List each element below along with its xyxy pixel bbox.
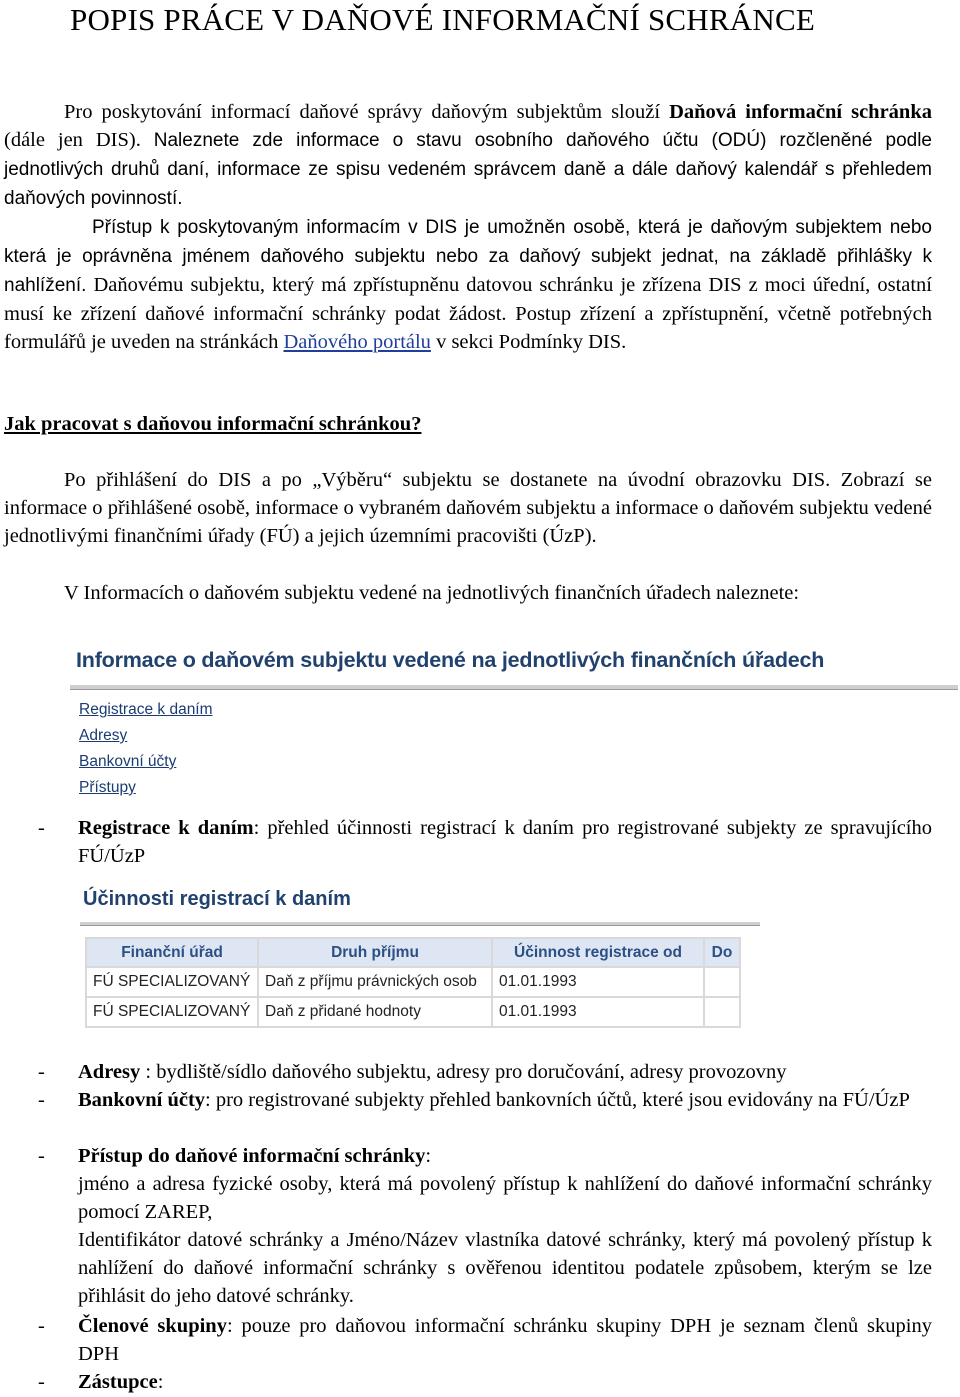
col-header: Druh příjmu xyxy=(259,939,491,966)
list-item-registrace xyxy=(38,814,932,870)
item-text: : pro registrované subjekty přehled bankovních účtů, které jsou evidovány na FÚ/ÚzP xyxy=(205,1089,910,1111)
access-text-2: Daňovému subjektu, který má zpřístupněnu datovou schránku je zřízena DIS z moci úřední, ostatní musí ke zřízení daňové informační schránky podat žádost. Postup zřízení a zpřístupnění, včetně potřebných formulářů je uveden na stránkách xyxy=(4,274,932,353)
item-colon: : xyxy=(425,1145,432,1167)
login-text: Po přihlášení do DIS a po „Výběru“ subjektu se dostanete na úvodní obrazovku DIS. Zobrazí se informace o přihlášené osobě, informace o vybraném daňovém subjektu a informace o daňovém subjektu vedené jednotlivými finančními úřady (FÚ) a jejich územními pracovišti (ÚzP). xyxy=(4,469,932,547)
link-pristupy[interactable]: Přístupy xyxy=(79,779,136,796)
item-text: : přehled účinnosti registrací k daním pro registrované subjekty ze spravujícího FÚ/ÚzP xyxy=(78,817,933,867)
section-heading-text: Jak pracovat s daňovou informační schránkou? xyxy=(4,413,422,435)
item-text: : xyxy=(157,1371,164,1393)
intro-text-1: Pro poskytování informací daňové správy daňovým subjektům slouží xyxy=(64,101,670,123)
title-divider xyxy=(70,685,958,690)
table-cell: Daň z přidané hodnoty xyxy=(259,998,491,1026)
list-item-clenove-skupiny xyxy=(38,1312,932,1368)
list-dash: - xyxy=(38,1089,45,1111)
col-header: Účinnost registrace od xyxy=(493,939,703,966)
table-header-row xyxy=(87,939,739,966)
screenshot-title: Účinnosti registrací k daním xyxy=(83,888,351,910)
list-dash: - xyxy=(38,1371,45,1393)
item-label: Bankovní účty xyxy=(78,1089,206,1111)
item-label: Zástupce xyxy=(78,1371,158,1393)
list-item-zastupce xyxy=(38,1368,932,1396)
intro-text-3: Naleznete zde informace o stavu osobního daňového účtu (ODÚ) rozčleněné podle jednotlivých druhů daní, informace ze spisu vedeném správcem daně a dále daňový kalendář s přehledem daňových povinností. xyxy=(4,130,932,209)
table-row xyxy=(87,998,739,1026)
intro-paragraph xyxy=(4,98,932,213)
link-adresy[interactable]: Adresy xyxy=(79,727,128,744)
access-text-1: Přístup k poskytovaným informacím v DIS je umožněn osobě, která je daňovým subjektem nebo která je oprávněna jménem daňového subjektu nebo za daňový subjekt jednat, na základě přihlášky k nahlížení. xyxy=(4,217,932,296)
registration-table-screenshot xyxy=(80,880,760,1035)
list-dash: - xyxy=(38,1061,45,1083)
page-title: POPIS PRÁCE V DAŇOVÉ INFORMAČNÍ SCHRÁNCE xyxy=(70,2,815,37)
table-cell: 01.01.1993 xyxy=(493,968,703,996)
title-divider xyxy=(80,922,760,926)
dis-term: Daňová informační schránka xyxy=(669,101,932,123)
table-cell: FÚ SPECIALIZOVANÝ xyxy=(87,968,257,996)
list-item-bankovni-ucty xyxy=(38,1086,932,1114)
list-item-pristup xyxy=(38,1142,932,1310)
tax-portal-link[interactable]: Daňového portálu xyxy=(283,331,431,353)
screenshot-title: Informace o daňovém subjektu vedené na jednotlivých finančních úřadech xyxy=(76,648,825,672)
col-header: Do xyxy=(705,939,739,966)
item-text: jméno a adresa fyzické osoby, která má povolený přístup k nahlížení do daňové informační schránky pomocí ZAREP, xyxy=(78,1173,932,1223)
col-header: Finanční úřad xyxy=(87,939,257,966)
intro-text-2: (dále jen DIS). xyxy=(4,129,154,151)
list-dash: - xyxy=(38,1145,45,1167)
table-cell xyxy=(705,968,739,996)
item-text: Identifikátor datové schránky a Jméno/Název vlastníka datové schránky, který má povolený přístup k nahlížení do daňové informační schránky s ověřenou identitou podatele způsobem, kterým se lze přihlásit do jeho datové schránky. xyxy=(78,1229,932,1307)
access-text-3: v sekci Podmínky DIS. xyxy=(430,331,627,353)
registration-table xyxy=(85,937,741,1028)
table-cell: Daň z příjmu právnických osob xyxy=(259,968,491,996)
tax-subject-info-screenshot xyxy=(70,644,960,806)
link-registrace[interactable]: Registrace k daním xyxy=(79,701,213,718)
list-dash: - xyxy=(38,817,45,839)
table-cell: 01.01.1993 xyxy=(493,998,703,1026)
item-label: Členové skupiny xyxy=(78,1315,227,1337)
item-text: : bydliště/sídlo daňového subjektu, adresy pro doručování, adresy provozovny xyxy=(140,1061,787,1083)
section-heading xyxy=(4,410,932,438)
item-label: Registrace k daním xyxy=(78,817,254,839)
login-paragraph xyxy=(4,466,932,550)
table-cell: FÚ SPECIALIZOVANÝ xyxy=(87,998,257,1026)
link-bankovni-ucty[interactable]: Bankovní účty xyxy=(79,753,177,770)
info-text: V Informacích o daňovém subjektu vedené na jednotlivých finančních úřadech naleznete: xyxy=(64,582,800,604)
item-label: Adresy xyxy=(78,1061,141,1083)
table-row xyxy=(87,968,739,996)
list-item-adresy xyxy=(38,1058,932,1086)
list-dash: - xyxy=(38,1315,45,1337)
info-paragraph xyxy=(4,579,932,607)
item-label: Přístup do daňové informační schránky xyxy=(78,1145,426,1167)
access-paragraph xyxy=(4,213,932,356)
table-cell xyxy=(705,998,739,1026)
item-text: : pouze pro daňovou informační schránku skupiny DPH je seznam členů skupiny DPH xyxy=(78,1315,932,1365)
